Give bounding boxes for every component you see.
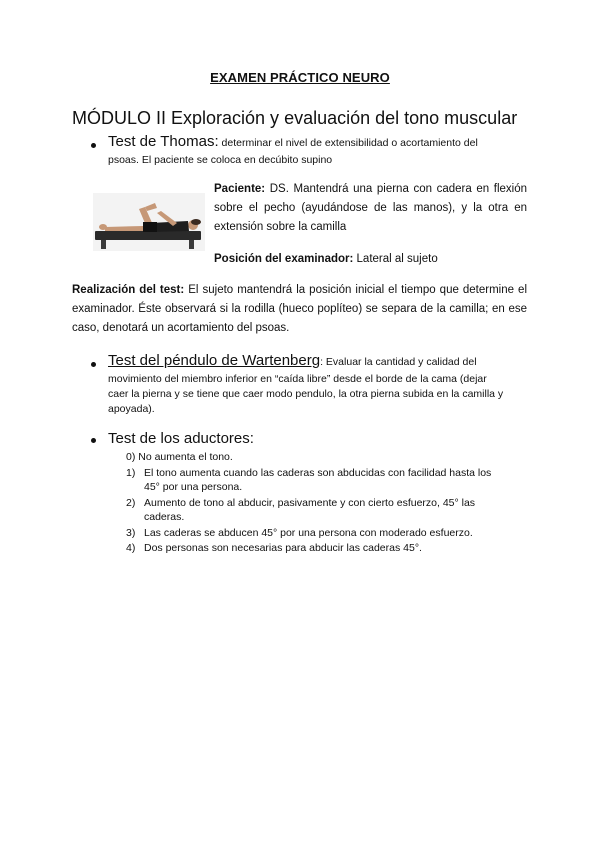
thomas-test-desc: determinar el nivel de extensibilidad o acortamiento del (218, 137, 478, 149)
bullet-dot (91, 362, 96, 367)
thomas-test-photo (93, 193, 205, 251)
bullet-dot (91, 143, 96, 148)
module-heading: MÓDULO II Exploración y evaluación del tono muscular (72, 108, 518, 128)
realization-label: Realización del test: (72, 284, 185, 296)
examiner-text: Lateral al sujeto (353, 253, 438, 265)
thomas-test-line (108, 134, 478, 151)
patient-text: DS. Mantendrá una pierna con cadera en flexión sobre el pecho (ayudándose de las manos), y la otra en extensión sobre la camilla (214, 183, 527, 233)
adductor-scale-item-4: Dos personas son necesarias para abducir las caderas 45°. (144, 542, 422, 554)
pendulum-test-line (108, 353, 477, 370)
adductors-test-name: Test de los aductores: (108, 430, 254, 447)
examiner-paragraph (214, 250, 438, 269)
adductor-scale-num: 3) (126, 527, 136, 539)
adductor-scale-item-0: 0) No aumenta el tono. (126, 451, 233, 463)
pendulum-test-desc: : Evaluar la cantidad y calidad del (320, 356, 477, 368)
adductor-scale-num: 2) (126, 497, 136, 509)
pendulum-desc-line3: caer la pierna y se tiene que caer modo pendulo, la otra pierna subida en la camilla y (108, 388, 504, 400)
patient-paragraph (214, 180, 527, 237)
document-title: EXAMEN PRÁCTICO NEURO (210, 70, 390, 85)
pendulum-test-name: Test del péndulo de Wartenberg (108, 352, 321, 369)
adductor-scale-item-2-cont: caderas. (144, 511, 185, 523)
adductor-scale-item-1-cont: 45° por una persona. (144, 481, 243, 493)
bullet-dot (91, 438, 96, 443)
realization-text: El sujeto mantendrá la posición inicial el tiempo que determine el examinador. Éste observará si la rodilla (hueco poplíteo) se separa de la camilla; en ese caso, denotará un acortamiento del psoas. (72, 284, 528, 334)
adductor-scale-item-1: El tono aumenta cuando las caderas son abducidas con facilidad hasta los (144, 467, 492, 479)
realization-paragraph (72, 281, 527, 338)
patient-label: Paciente: (214, 183, 266, 195)
pendulum-desc-line2: movimiento del miembro inferior en “caída libre” desde el borde de la cama (dejar (108, 373, 487, 385)
thomas-test-name: Test de Thomas: (108, 133, 219, 150)
adductor-scale-num: 1) (126, 467, 136, 479)
examiner-label: Posición del examinador: (214, 253, 354, 265)
adductor-scale-num: 4) (126, 542, 136, 554)
thomas-test-desc-line2: psoas. El paciente se coloca en decúbito supino (108, 154, 333, 166)
pendulum-desc-line4: apoyada). (108, 403, 155, 415)
adductor-scale-item-3: Las caderas se abducen 45° por una persona con moderado esfuerzo. (144, 527, 473, 539)
adductor-scale-item-2: Aumento de tono al abducir, pasivamente y con cierto esfuerzo, 45° las (144, 497, 476, 509)
